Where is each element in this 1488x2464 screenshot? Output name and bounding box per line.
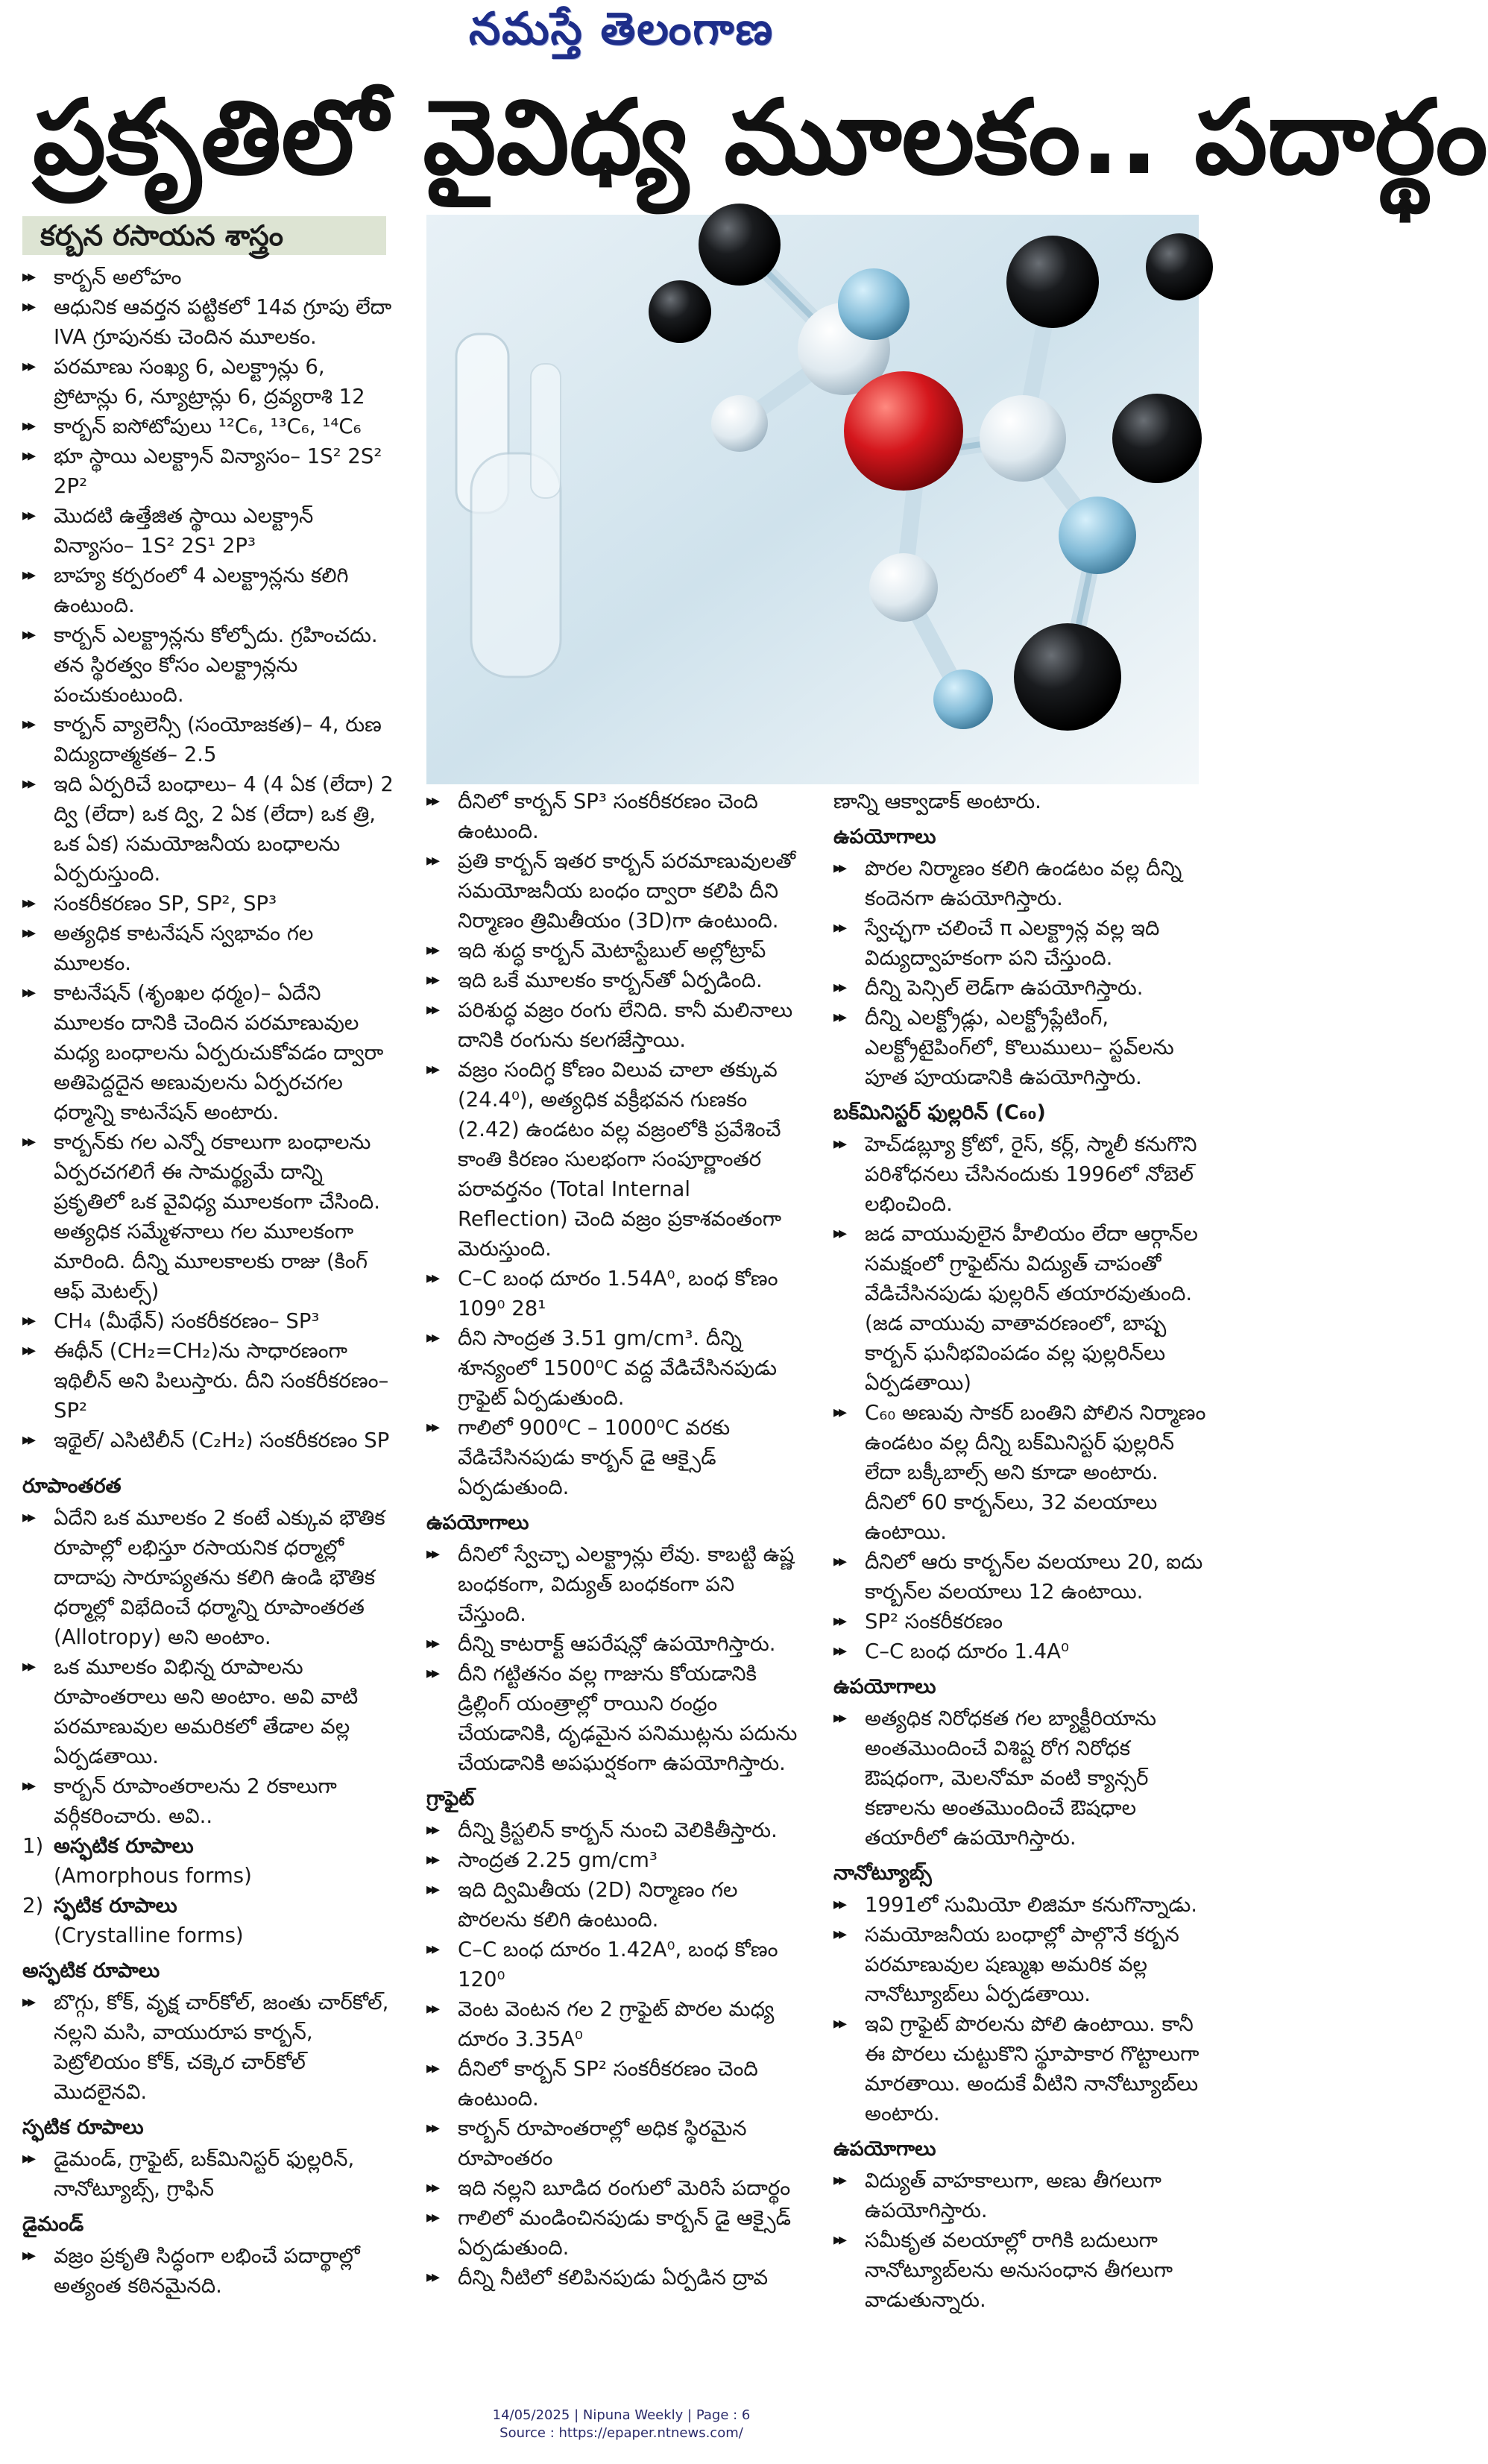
list-item: ▸▸ గాలిలో మండించినపుడు కార్బన్ డై ఆక్సైడ్ ఏర్పడుతుంది.	[426, 2203, 807, 2263]
list-item: ▸▸ ఇది శుద్ధ కార్బన్ మెటాస్టేబుల్ అల్లోట్రాప్	[426, 936, 807, 965]
form-english: (Crystalline forms)	[54, 1923, 244, 1947]
list-item: ▸▸ కాటనేషన్ (శృంఖల ధర్మం)– ఏదేని మూలకం దానికి చెందిన పరమాణువుల మధ్య బంధాలను ఏర్పరుచుకోవడం ద్వారా అతిపెద్దదైన అణువులను ఏర్పరచగల ధర్మాన్ని కాటనేషన్ అంటారు.	[22, 978, 395, 1127]
section-title: కర్బన రసాయన శాస్త్రం	[22, 216, 386, 255]
list-item: ▸▸ దీన్ని కాటరాక్ట్ ఆపరేషన్లో ఉపయోగిస్తారు.	[426, 1629, 807, 1659]
list-item: ▸▸ దీనిలో కార్బన్ SP² సంకరీకరణం చెంది ఉంటుంది.	[426, 2054, 807, 2114]
form-title: అస్ఫటిక రూపాలు	[54, 1834, 194, 1858]
form-item	[22, 1891, 395, 1950]
list-item: ▸▸ ఇది ద్విమితీయ (2D) నిర్మాణం గల పొరలను కలిగి ఉంటుంది.	[426, 1875, 807, 1935]
list-item: ▸▸ ఏదేని ఒక మూలకం 2 కంటే ఎక్కువ భౌతిక రూపాల్లో లభిస్తూ రసాయనిక ధర్మాల్లో దాదాపు సారూప్యతను కలిగి ఉండి భౌతిక ధర్మాల్లో విభేదించే ధర్మాన్ని రూపాంతరత (Allotropy) అని అంటాం.	[22, 1503, 395, 1652]
footer-source-line: Source : https://epaper.ntnews.com/	[499, 2425, 743, 2441]
graphite-continued: ణాన్ని ఆక్వాడాక్ అంటారు.	[833, 790, 1041, 813]
list-item: ▸▸ ఇథైల్/ ఎసిటిలీన్ (C₂H₂) సంకరీకరణం SP	[22, 1425, 395, 1455]
masthead-logo: నమస్తే తెలంగాణ	[468, 3, 775, 55]
column-3	[833, 787, 1206, 2315]
list-item: ▸▸ వజ్రం ప్రకృతి సిద్ధంగా లభించే పదార్థాల్లో అత్యంత కఠినమైనది.	[22, 2241, 395, 2301]
list-item: ▸▸ దీనిలో కార్బన్ SP³ సంకరీకరణం చెంది ఉంటుంది.	[426, 787, 807, 846]
list-item: ▸▸ కార్బన్ రూపాంతరాల్లో అధిక స్థిరమైన రూపాంతరం	[426, 2114, 807, 2173]
form-number: 2)	[22, 1894, 44, 1918]
list-item: ▸▸ పరమాణు సంఖ్య 6, ఎలక్ట్రాన్లు 6, ప్రోటాన్లు 6, న్యూట్రాన్లు 6, ద్రవ్యరాశి 12	[22, 352, 395, 412]
list-item: ▸▸ ఒక మూలకం విభిన్న రూపాలను రూపాంతరాలు అని అంటాం. అవి వాటి పరమాణువుల అమరికలో తేడాల వల్ల ఏర్పడతాయి.	[22, 1652, 395, 1771]
headline: ప్రకృతిలో వైవిధ్య మూలకం.. పదార్థం	[33, 78, 1488, 198]
list-item: ▸▸ కార్బన్ అలోహం	[22, 262, 395, 292]
buckminster-heading: బక్‌మినిస్టర్ ఫుల్లరిన్ (C₆₀)	[833, 1101, 1046, 1124]
list-item: ▸▸ జడ వాయువులైన హీలియం లేదా ఆర్గాన్‌ల సమక్షంలో గ్రాఫైట్‌ను విద్యుత్ చాపంతో వేడిచేసినపుడు ఫుల్లరిన్ తయారవుతుంది. (జడ వాయువు వాతావరణంలో, బాష్ప కార్బన్ ఘనీభవింపడం వల్ల ఫుల్లరిన్‌లు ఏర్పడతాయి)	[833, 1219, 1206, 1398]
intro-list	[22, 262, 395, 1455]
list-item: ▸▸ బొగ్గు, కోక్, వృక్ష చార్‌కోల్, జంతు చార్‌కోల్, నల్లని మసి, వాయురూప కార్బన్, పెట్రోలియం కోక్, చక్కెర చార్‌కోల్ మొదలైనవి.	[22, 1988, 395, 2107]
list-item: ▸▸ ఇవి గ్రాఫైట్ పొరలను పోలి ఉంటాయి. కానీ ఈ పొరలు చుట్టుకొని స్థూపాకార గొట్టాలుగా మారతాయి. అందుకే వీటిని నానోట్యూబ్‌లు అంటారు.	[833, 2009, 1206, 2129]
list-item: ▸▸ ప్రతి కార్బన్ ఇతర కార్బన్ పరమాణువులతో సమయోజనీయ బంధం ద్వారా కలిపి దీని నిర్మాణం త్రిమితీయం (3D)గా ఉంటుంది.	[426, 846, 807, 936]
forms-list	[22, 1831, 395, 1950]
list-item: ▸▸ C–C బంధ దూరం 1.42A⁰, బంధ కోణం 120⁰	[426, 1935, 807, 1994]
list-item: ▸▸ C–C బంధ దూరం 1.54A⁰, బంధ కోణం 109⁰ 28¹	[426, 1264, 807, 1323]
footer-date-line: 14/05/2025 | Nipuna Weekly | Page : 6	[492, 2407, 751, 2423]
list-item: ▸▸ ఇది ఏర్పరిచే బంధాలు– 4 (4 ఏక (లేదా) 2 ద్వి (లేదా) ఒక ద్వి, 2 ఏక (లేదా) ఒక త్రి, ఒక ఏక) సమయోజనీయ బంధాలను ఏర్పరుస్తుంది.	[22, 769, 395, 889]
crystalline-heading: స్ఫటిక రూపాలు	[22, 2116, 144, 2139]
allotropy-list	[22, 1503, 395, 1831]
list-item: ▸▸ ఈథీన్ (CH₂=CH₂)ను సాధారణంగా ఇథిలీన్ అని పిలుస్తారు. దీని సంకరీకరణం– SP²	[22, 1336, 395, 1425]
list-item: ▸▸ స్వేచ్ఛగా చలించే π ఎలక్ట్రాన్ల వల్ల ఇది విద్యుద్వాహకంగా పని చేస్తుంది.	[833, 913, 1206, 973]
amorphous-heading: అస్ఫటిక రూపాలు	[22, 1959, 160, 1982]
list-item: ▸▸ ఆధునిక ఆవర్తన పట్టికలో 14వ గ్రూపు లేదా IVA గ్రూపునకు చెందిన మూలకం.	[22, 292, 395, 352]
list-item: ▸▸ దీనిలో ఆరు కార్బన్‌ల వలయాలు 20, ఐదు కార్బన్‌ల వలయాలు 12 ఉంటాయి.	[833, 1547, 1206, 1607]
list-item: ▸▸ దీనిలో స్వేచ్ఛా ఎలక్ట్రాన్లు లేవు. కాబట్టి ఉష్ణ బంధకంగా, విద్యుత్ బంధకంగా పని చేస్తుంది.	[426, 1540, 807, 1629]
form-title: స్ఫటిక రూపాలు	[54, 1894, 177, 1918]
list-item: ▸▸ సమీకృత వలయాల్లో రాగికి బదులుగా నానోట్యూబ్‌లను అనుసంధాన తీగలుగా వాడుతున్నారు.	[833, 2225, 1206, 2315]
molecule-photo	[426, 215, 1199, 784]
list-item: ▸▸ కార్బన్‌కు గల ఎన్నో రకాలుగా బంధాలను ఏర్పరచగలిగే ఈ సామర్థ్యమే దాన్ని ప్రకృతిలో ఒక వైవిధ్య మూలకంగా చేసింది. అత్యధిక సమ్మేళనాలు గల మూలకంగా మారింది. దీన్ని మూలకాలకు రాజు (కింగ్ ఆఫ్ మెటల్స్)	[22, 1127, 395, 1306]
graphite-uses-list	[833, 854, 1206, 1092]
list-item: ▸▸ 1991లో సుమియో లిజిమా కనుగొన్నాడు.	[833, 1890, 1206, 1920]
diamond-uses-list	[426, 1540, 807, 1778]
buckminster-list	[833, 1129, 1206, 1666]
list-item: ▸▸ విద్యుత్ వాహకాలుగా, అణు తీగలుగా ఉపయోగిస్తారు.	[833, 2166, 1206, 2225]
list-item: ▸▸ కార్బన్ ఐసోటోపులు ¹²C₆, ¹³C₆, ¹⁴C₆	[22, 412, 395, 441]
graphite-list	[426, 1815, 807, 2293]
list-item: ▸▸ కార్బన్ ఎలక్ట్రాన్లను కోల్పోదు. గ్రహించదు. తన స్థిరత్వం కోసం ఎలక్ట్రాన్లను పంచుకుంటుంది.	[22, 620, 395, 710]
list-item: ▸▸ అత్యధిక నిరోధకత గల బ్యాక్టీరియాను అంతమొందించే విశిష్ట రోగ నిరోధక ఔషధంగా, మెలనోమా వంటి క్యాన్సర్ కణాలను అంతమొందించే ఔషధాల తయారీలో ఉపయోగిస్తారు.	[833, 1704, 1206, 1853]
list-item: ▸▸ దీన్ని పెన్సిల్ లెడ్‌గా ఉపయోగిస్తారు.	[833, 973, 1206, 1003]
list-item: ▸▸ గాలిలో 900⁰C – 1000⁰C వరకు వేడిచేసినపుడు కార్బన్ డై ఆక్సైడ్ ఏర్పడుతుంది.	[426, 1413, 807, 1502]
column-1	[22, 216, 395, 2301]
form-number: 1)	[22, 1834, 44, 1858]
crystalline-list	[22, 2144, 395, 2204]
list-item: ▸▸ దీని సాంద్రత 3.51 gm/cm³. దీన్ని శూన్యంలో 1500⁰C వద్ద వేడిచేసినపుడు గ్రాఫైట్ ఏర్పడుతుంది.	[426, 1323, 807, 1413]
list-item: ▸▸ బాహ్య కర్పరంలో 4 ఎలక్ట్రాన్లను కలిగి ఉంటుంది.	[22, 561, 395, 620]
list-item: ▸▸ CH₄ (మీథేన్) సంకరీకరణం– SP³	[22, 1306, 395, 1336]
list-item: ▸▸ పరిశుద్ధ వజ్రం రంగు లేనిది. కానీ మలినాలు దానికి రంగును కలగజేస్తాయి.	[426, 995, 807, 1055]
list-item: ▸▸ భూ స్థాయి ఎలక్ట్రాన్ విన్యాసం– 1S² 2S² 2P²	[22, 441, 395, 501]
list-item: ▸▸ దీని గట్టితనం వల్ల గాజును కోయడానికి డ్రిల్లింగ్ యంత్రాల్లో రాయిని రంధ్రం చేయడానికి, దృఢమైన పనిముట్లను పదును చేయడానికి అపఘర్షకంగా ఉపయోగిస్తారు.	[426, 1659, 807, 1778]
list-item: ▸▸ సంకరీకరణం SP, SP², SP³	[22, 889, 395, 919]
list-item: ▸▸ C–C బంధ దూరం 1.4A⁰	[833, 1636, 1206, 1666]
diamond-list	[426, 787, 807, 1502]
diamond-list-start	[22, 2241, 395, 2301]
list-item: ▸▸ వజ్రం సందిగ్ధ కోణం విలువ చాలా తక్కువ (24.4⁰), అత్యధిక వక్రీభవన గుణకం (2.42) ఉండటం వల్ల వజ్రంలోకి ప్రవేశించే కాంతి కిరణం సులభంగా సంపూర్ణాంతర పరావర్తనం (Total Internal Reflection) చెంది వజ్రం ప్రకాశవంతంగా మెరుస్తుంది.	[426, 1055, 807, 1264]
nanotube-uses-list	[833, 2166, 1206, 2315]
fullerene-uses-heading: ఉపయోగాలు	[833, 1675, 936, 1698]
diamond-uses-heading: ఉపయోగాలు	[426, 1511, 529, 1534]
form-english: (Amorphous forms)	[54, 1864, 252, 1888]
list-item: ▸▸ ఇది ఒకే మూలకం కార్బన్‌తో ఏర్పడింది.	[426, 965, 807, 995]
list-item: ▸▸ కార్బన్ రూపాంతరాలను 2 రకాలుగా వర్గీకరించారు. అవి..	[22, 1771, 395, 1831]
list-item: ▸▸ కార్బన్ వ్యాలెన్సీ (సంయోజకత)– 4, రుణ విద్యుదాత్మకత– 2.5	[22, 710, 395, 769]
graphite-uses-heading: ఉపయోగాలు	[833, 825, 936, 848]
graphite-heading: గ్రాఫైట్	[426, 1787, 475, 1810]
list-item: ▸▸ ఇది నల్లని బూడిద రంగులో మెరిసే పదార్థం	[426, 2173, 807, 2203]
list-item: ▸▸ డైమండ్, గ్రాఫైట్, బక్‌మినిస్టర్ ఫుల్లరిన్, నానోట్యూబ్స్, గ్రాఫిన్	[22, 2144, 395, 2204]
list-item: ▸▸ C₆₀ అణువు సాకర్ బంతిని పోలిన నిర్మాణం ఉండటం వల్ల దీన్ని బక్‌మినిస్టర్ ఫుల్లరిన్ లేదా బక్కీబాల్స్ అని కూడా అంటారు. దీనిలో 60 కార్బన్‌లు, 32 వలయాలు ఉంటాయి.	[833, 1398, 1206, 1547]
amorphous-list	[22, 1988, 395, 2107]
list-item: ▸▸ SP² సంకరీకరణం	[833, 1607, 1206, 1636]
allotropy-heading: రూపాంతరత	[22, 1475, 122, 1498]
list-item: ▸▸ దీన్ని నీటిలో కలిపినపుడు ఏర్పడిన ద్రావ	[426, 2263, 807, 2293]
list-item: ▸▸ హెచ్‌డబ్ల్యూ క్రోటో, రైస్, కర్ల్, స్మాలీ కనుగొని పరిశోధనలు చేసినందుకు 1996లో నోబెల్ లభించింది.	[833, 1129, 1206, 1219]
fullerene-uses-list	[833, 1704, 1206, 1853]
nanotubes-heading: నానోట్యూబ్స్	[833, 1862, 932, 1885]
list-item: ▸▸ సమయోజనీయ బంధాల్లో పాల్గొనే కర్బన పరమాణువుల షణ్ముఖ అమరిక వల్ల నానోట్యూబ్‌లు ఏర్పడతాయి.	[833, 1920, 1206, 2009]
list-item: ▸▸ వెంట వెంటన గల 2 గ్రాఫైట్ పొరల మధ్య దూరం 3.35A⁰	[426, 1994, 807, 2054]
list-item: ▸▸ సాంద్రత 2.25 gm/cm³	[426, 1845, 807, 1875]
nanotube-uses-heading: ఉపయోగాలు	[833, 2137, 936, 2161]
molecule-illustration	[426, 215, 1199, 784]
nanotubes-list	[833, 1890, 1206, 2129]
list-item: ▸▸ అత్యధిక కాటనేషన్ స్వభావం గల మూలకం.	[22, 919, 395, 978]
diamond-heading: డైమండ్	[22, 2213, 84, 2236]
form-item	[22, 1831, 395, 1891]
column-2	[426, 787, 807, 2293]
list-item: ▸▸ పొరల నిర్మాణం కలిగి ఉండటం వల్ల దీన్ని కందెనగా ఉపయోగిస్తారు.	[833, 854, 1206, 913]
list-item: ▸▸ దీన్ని క్రిస్టలిన్ కార్బన్ నుంచి వెలికితీస్తారు.	[426, 1815, 807, 1845]
list-item: ▸▸ దీన్ని ఎలక్ట్రోడ్లు, ఎలక్ట్రోప్లేటింగ్, ఎలక్ట్రోటైపింగ్‌లో, కొలుములు– స్టవ్‌లను పూత పూయడానికి ఉపయోగిస్తారు.	[833, 1003, 1206, 1092]
page-footer	[0, 2407, 1243, 2442]
list-item: ▸▸ మొదటి ఉత్తేజిత స్థాయి ఎలక్ట్రాన్ విన్యాసం– 1S² 2S¹ 2P³	[22, 501, 395, 561]
